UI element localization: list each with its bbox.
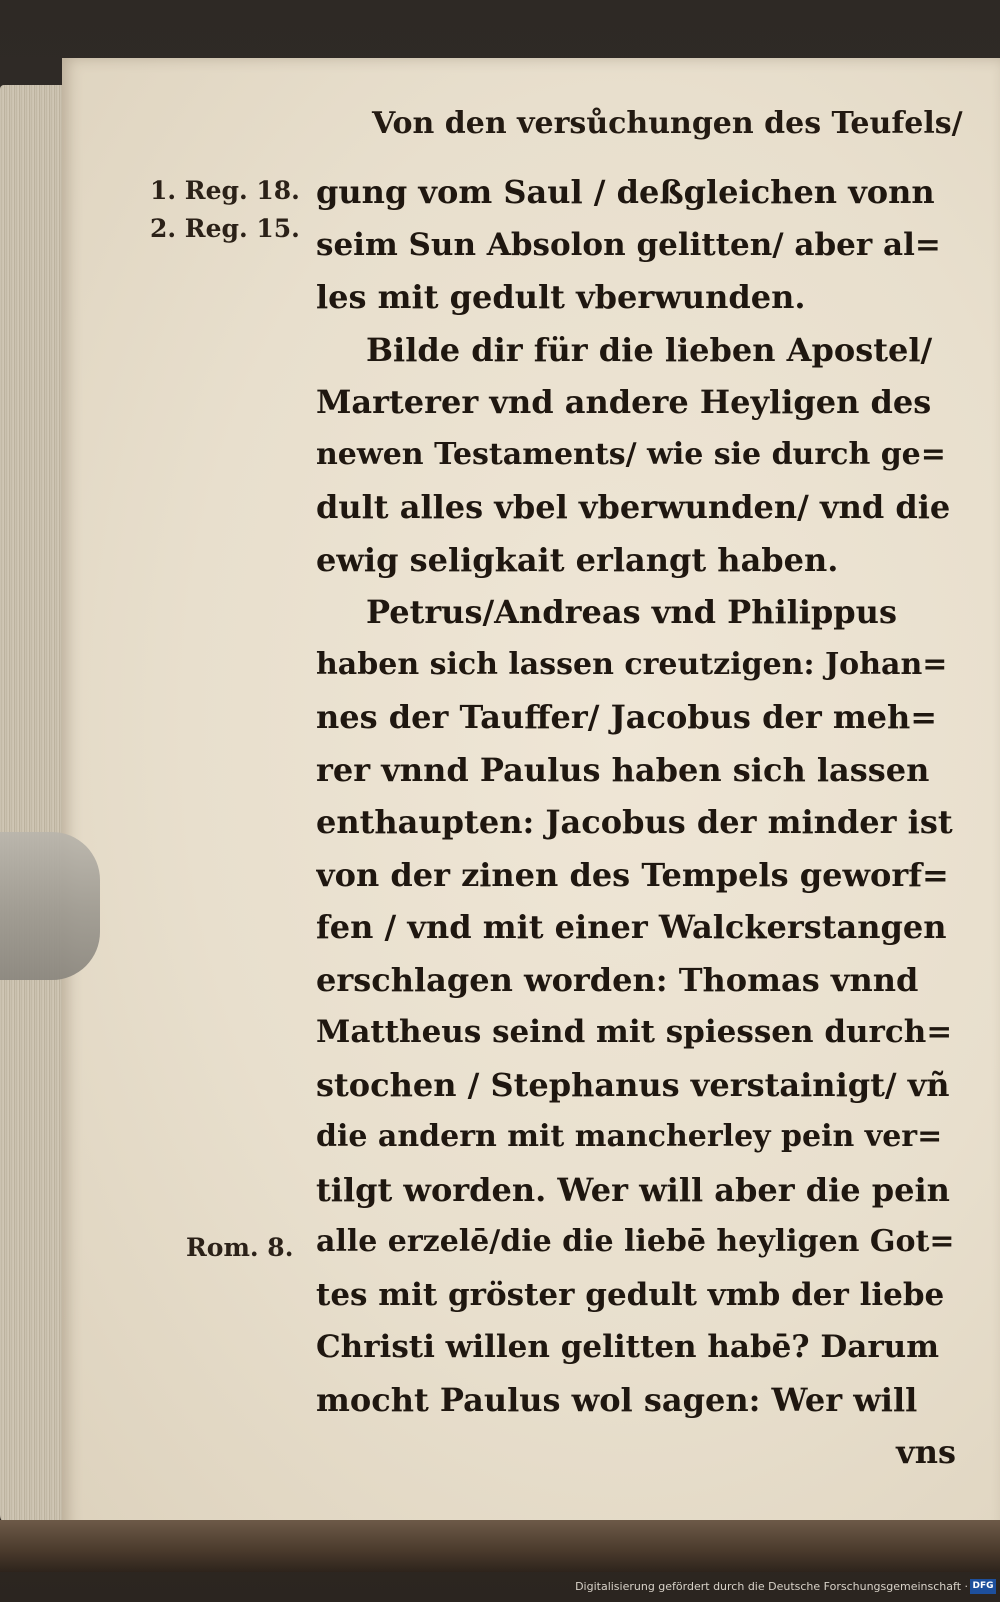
text-line: nes der Tauffer/ Jacobus der meh= xyxy=(316,698,938,736)
text-line: Bilde dir für die lieben Apostel/ xyxy=(366,330,933,369)
marginal-note: 2. Reg. 15. xyxy=(150,214,300,243)
book-bottom-edge xyxy=(0,1520,1000,1572)
text-line: tes mit gröster gedult vmb der liebe xyxy=(316,1276,945,1313)
page-stack-edge xyxy=(0,85,70,1525)
marginal-note: Rom. 8. xyxy=(186,1233,294,1262)
text-line: enthaupten: Jacobus der minder ist xyxy=(316,803,953,841)
body-text xyxy=(316,166,956,1479)
text-line: tilgt worden. Wer will aber die pein xyxy=(316,1170,950,1209)
text-line: Mattheus seind mit spiessen durch= xyxy=(316,1014,953,1050)
text-line: dult alles vbel vberwunden/ vnd die xyxy=(316,488,951,526)
text-line: mocht Paulus wol sagen: Wer will xyxy=(316,1380,918,1419)
dfg-logo: DFG xyxy=(970,1579,996,1594)
text-line: Christi willen gelitten habē? Darum xyxy=(316,1329,939,1365)
text-line: alle erzelē/die die liebē heyligen Got= xyxy=(316,1224,955,1259)
text-line: ewig seligkait erlangt haben. xyxy=(316,540,839,579)
text-line: seim Sun Absolon gelitten/ aber al= xyxy=(316,226,941,263)
text-line: erschlagen worden: Thomas vnnd xyxy=(316,960,919,999)
text-line: die andern mit mancherley pein ver= xyxy=(316,1119,943,1154)
text-line: rer vnnd Paulus haben sich lassen xyxy=(316,750,930,789)
running-head: Von den versůchungen des Teufels/ xyxy=(372,106,963,141)
page-clip xyxy=(0,832,100,980)
text-line: Petrus/Andreas vnd Philippus xyxy=(366,593,897,631)
catchword: vns xyxy=(896,1433,956,1471)
text-line: fen / vnd mit einer Walckerstangen xyxy=(316,908,947,946)
text-line: von der zinen des Tempels geworf= xyxy=(316,855,949,894)
text-line: Marterer vnd andere Heyligen des xyxy=(316,383,932,421)
text-line: les mit gedult vberwunden. xyxy=(316,278,806,316)
text-line: newen Testaments/ wie sie durch ge= xyxy=(316,436,946,472)
marginal-note: 1. Reg. 18. xyxy=(150,176,300,205)
text-line: stochen / Stephanus verstainigt/ vñ xyxy=(316,1065,950,1104)
text-line: haben sich lassen creutzigen: Johan= xyxy=(316,646,948,682)
text-line: gung vom Saul / deßgleichen vonn xyxy=(316,173,935,211)
digitization-credit: Digitalisierung gefördert durch die Deutsche Forschungsgemeinschaft · xyxy=(575,1580,968,1593)
